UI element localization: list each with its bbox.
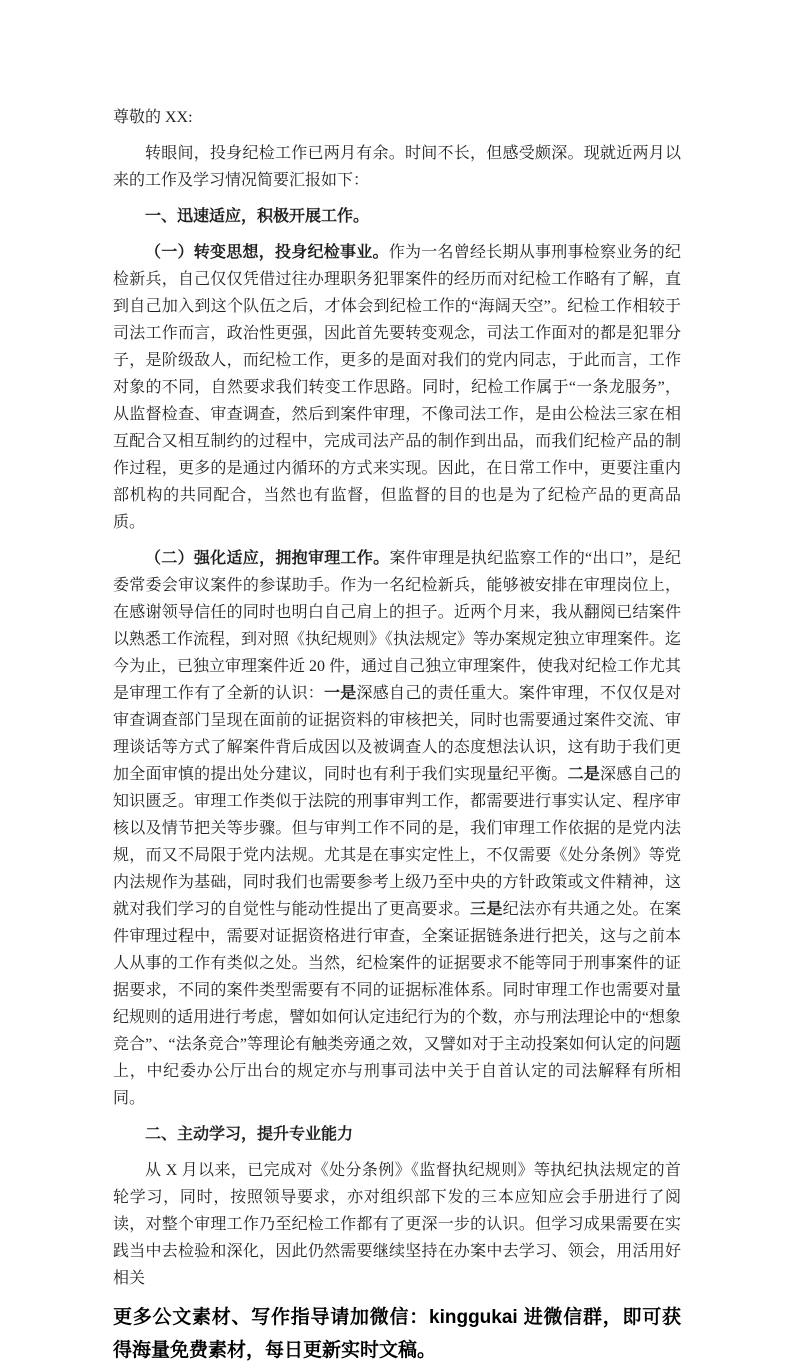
paragraph-1-body: 作为一名曾经长期从事刑事检察业务的纪检新兵，自己仅仅凭借过往办理职务犯罪案件的经历而对纪检工作略有了解，直到自己加入到这个队伍之后，才体会到纪检工作的“海阔天空”。纪检工作相较于司法工作而言，政治性更强，因此首先要转变观念，司法工作面对的都是犯罪分子，是阶级敌人，而纪检工作，更多的是面对我们的党内同志，于此而言，工作对象的不同，自然要求我们转变工作思路。同时，纪检工作属于“一条龙服务”，从监督检查、审查调查，然后到案件审理，不像司法工作，是由公检法三家在相互配合又相互制约的过程中，完成司法产品的制作到出品，而我们纪检产品的制作过程，更多的是通过内循环的方式来实现。因此，在日常工作中，更要注重内部机构的共同配合，当然也有监督，但监督的目的也是为了纪检产品的更高品质。 [113, 244, 681, 531]
paragraph-review-work [113, 545, 681, 1112]
paragraph-learning: 从 X 月以来，已完成对《处分条例》《监督执纪规则》等执纪执法规定的首轮学习，同时，按照领导要求，亦对组织部下发的三本应知应会手册进行了阅读，对整个审理工作乃至纪检工作都有了更深一步的认识。但学习成果需要在实践当中去检验和深化，因此仍然需要继续坚持在办案中去学习、领会，用活用好相关 [113, 1162, 681, 1287]
paragraph-transform-thinking [113, 239, 681, 536]
section-2-heading: 二、主动学习，提升专业能力 [145, 1126, 354, 1143]
paragraph-2-bold-first: 一是 [324, 685, 357, 702]
paragraph-2-segment-4: 纪法亦有共通之处。在案件审理过程中，需要对证据资格进行审查，全案证据链条进行把关，这与之前本人从事的工作有类似之处。当然，纪检案件的证据要求不能等同于刑事案件的证据要求，不同的案件类型需要有不同的证据标准体系。同时审理工作也需要对量纪规则的适用进行考虑，譬如如何认定违纪行为的个数，亦与刑法理论中的“想象竞合”、“法条竞合”等理论有触类旁通之效，又譬如对于主动投案如何认定的问题上，中纪委办公厅出台的规定亦与刑事司法中关于自首认定的司法解释有所相同。 [113, 901, 681, 1107]
salutation: 尊敬的 XX: [113, 109, 193, 126]
paragraph-2-segment-3: 深感自己的知识匮乏。审理工作类似于法院的刑事审判工作，都需要进行事实认定、程序审核以及情节把关等步骤。但与审判工作不同的是，我们审理工作依据的是党内法规，而又不局限于党内法规。尤其是在事实定性上，不仅需要《处分条例》等党内法规作为基础，同时我们也需要参考上级乃至中央的方针政策或文件精神，这就对我们学习的自觉性与能动性提出了更高要求。 [113, 766, 681, 918]
intro-paragraph: 转眼间，投身纪检工作已两月有余。时间不长，但感受颇深。现就近两月以来的工作及学习情况简要汇报如下： [113, 145, 681, 189]
paragraph-2-segment-1: 案件审理是执纪监察工作的“出口”，是纪委常委会审议案件的参谋助手。作为一名纪检新兵，能够被安排在审理岗位上，在感谢领导信任的同时也明白自己肩上的担子。近两个月来，我从翻阅已结案件以熟悉工作流程，到对照《执纪规则》《执法规定》等办案规定独立审理案件。迄今为止，已独立审理案件近 20 件，通过自己独立审理案件，使我对纪检工作尤其是审理工作有了全新的认识： [113, 550, 682, 702]
paragraph-2-segment-2: 深感自己的责任重大。案件审理，不仅仅是对审查调查部门呈现在面前的证据资料的审核把关，同时也需要通过案件交流、审理谈话等方式了解案件背后成因以及被调查人的态度想法认识，这有助于我们更加全面审慎的提出处分建议，同时也有利于我们实现量纪平衡。 [113, 685, 681, 783]
section-1-heading: 一、迅速适应，积极开展工作。 [145, 208, 370, 225]
paragraph-2-bold-second: 二是 [567, 766, 601, 783]
paragraph-2-lead: （二）强化适应，拥抱审理工作。 [145, 550, 390, 567]
paragraph-1-lead: （一）转变思想，投身纪检事业。 [145, 244, 389, 261]
promo-banner: 更多公文素材、写作指导请加微信：kinggukai 进微信群，即可获得海量免费素材，每日更新实时文稿。 [113, 1307, 681, 1361]
paragraph-2-bold-third: 三是 [470, 901, 503, 918]
